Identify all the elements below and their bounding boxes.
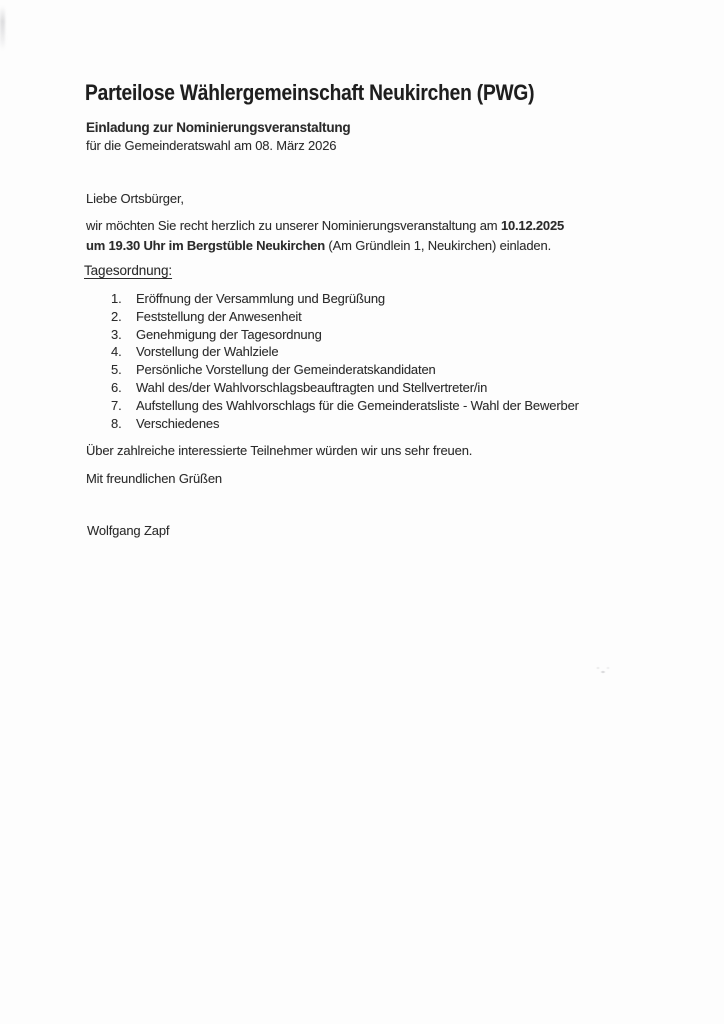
page-title: Parteilose Wählergemeinschaft Neukirchen (PWG): [85, 80, 535, 105]
agenda-item: [86, 308, 579, 326]
closing-line: Über zahlreiche interessierte Teilnehmer würden wir uns sehr freuen.: [86, 443, 473, 458]
agenda-item-number: 2.: [111, 308, 122, 324]
agenda-item-text: Persönliche Vorstellung der Gemeinderatskandidaten: [136, 362, 436, 378]
salutation: Liebe Ortsbürger,: [86, 191, 184, 206]
agenda-item-text: Genehmigung der Tagesordnung: [136, 326, 322, 342]
scan-edge-smudge: [0, 6, 5, 50]
agenda-item-text: Vorstellung der Wahlziele: [136, 344, 279, 360]
invitation-date: 10.12.2025: [500, 218, 565, 233]
scan-speck-artifact: [594, 663, 612, 679]
letter-subject: Einladung zur Nominierungsveranstaltung: [86, 120, 351, 135]
agenda-item-number: 5.: [111, 362, 122, 378]
agenda-item-number: 3.: [111, 326, 122, 342]
agenda-item: [86, 343, 579, 361]
agenda-item-number: 4.: [111, 344, 122, 360]
agenda-item: [86, 361, 579, 379]
agenda-item-text: Aufstellung des Wahlvorschlags für die Gemeinderatsliste - Wahl der Bewerber: [136, 397, 579, 413]
agenda-item-number: 7.: [111, 397, 122, 413]
agenda-item-text: Eröffnung der Versammlung und Begrüßung: [136, 291, 386, 306]
agenda-item: [86, 397, 579, 415]
agenda-item: [86, 379, 579, 397]
agenda-item-number: 6.: [111, 379, 122, 395]
agenda-heading: Tagesordnung:: [84, 263, 173, 278]
agenda-item-text: Verschiedenes: [136, 415, 220, 431]
agenda-list: [86, 290, 579, 432]
invitation-address: (Am Gründlein 1, Neukirchen) einladen.: [324, 237, 552, 253]
regards-line: Mit freundlichen Grüßen: [86, 471, 223, 486]
letter-subject-line2: für die Gemeinderatswahl am 08. März 2026: [86, 138, 337, 153]
invitation-paragraph: [86, 216, 564, 255]
agenda-item: [86, 290, 579, 308]
signature-name: Wolfgang Zapf: [87, 523, 170, 538]
agenda-item-number: 1.: [111, 291, 122, 306]
agenda-item-number: 8.: [111, 415, 122, 431]
agenda-item: [86, 326, 579, 344]
agenda-item-text: Feststellung der Anwesenheit: [136, 308, 302, 324]
agenda-item-text: Wahl des/der Wahlvorschlagsbeauftragten und Stellvertreter/in: [136, 379, 488, 395]
agenda-item: [86, 415, 579, 433]
invitation-time-place: um 19.30 Uhr im Bergstüble Neukirchen: [86, 237, 325, 253]
invitation-text-start: wir möchten Sie recht herzlich zu unserer Nominierungsveranstaltung am: [86, 218, 501, 233]
